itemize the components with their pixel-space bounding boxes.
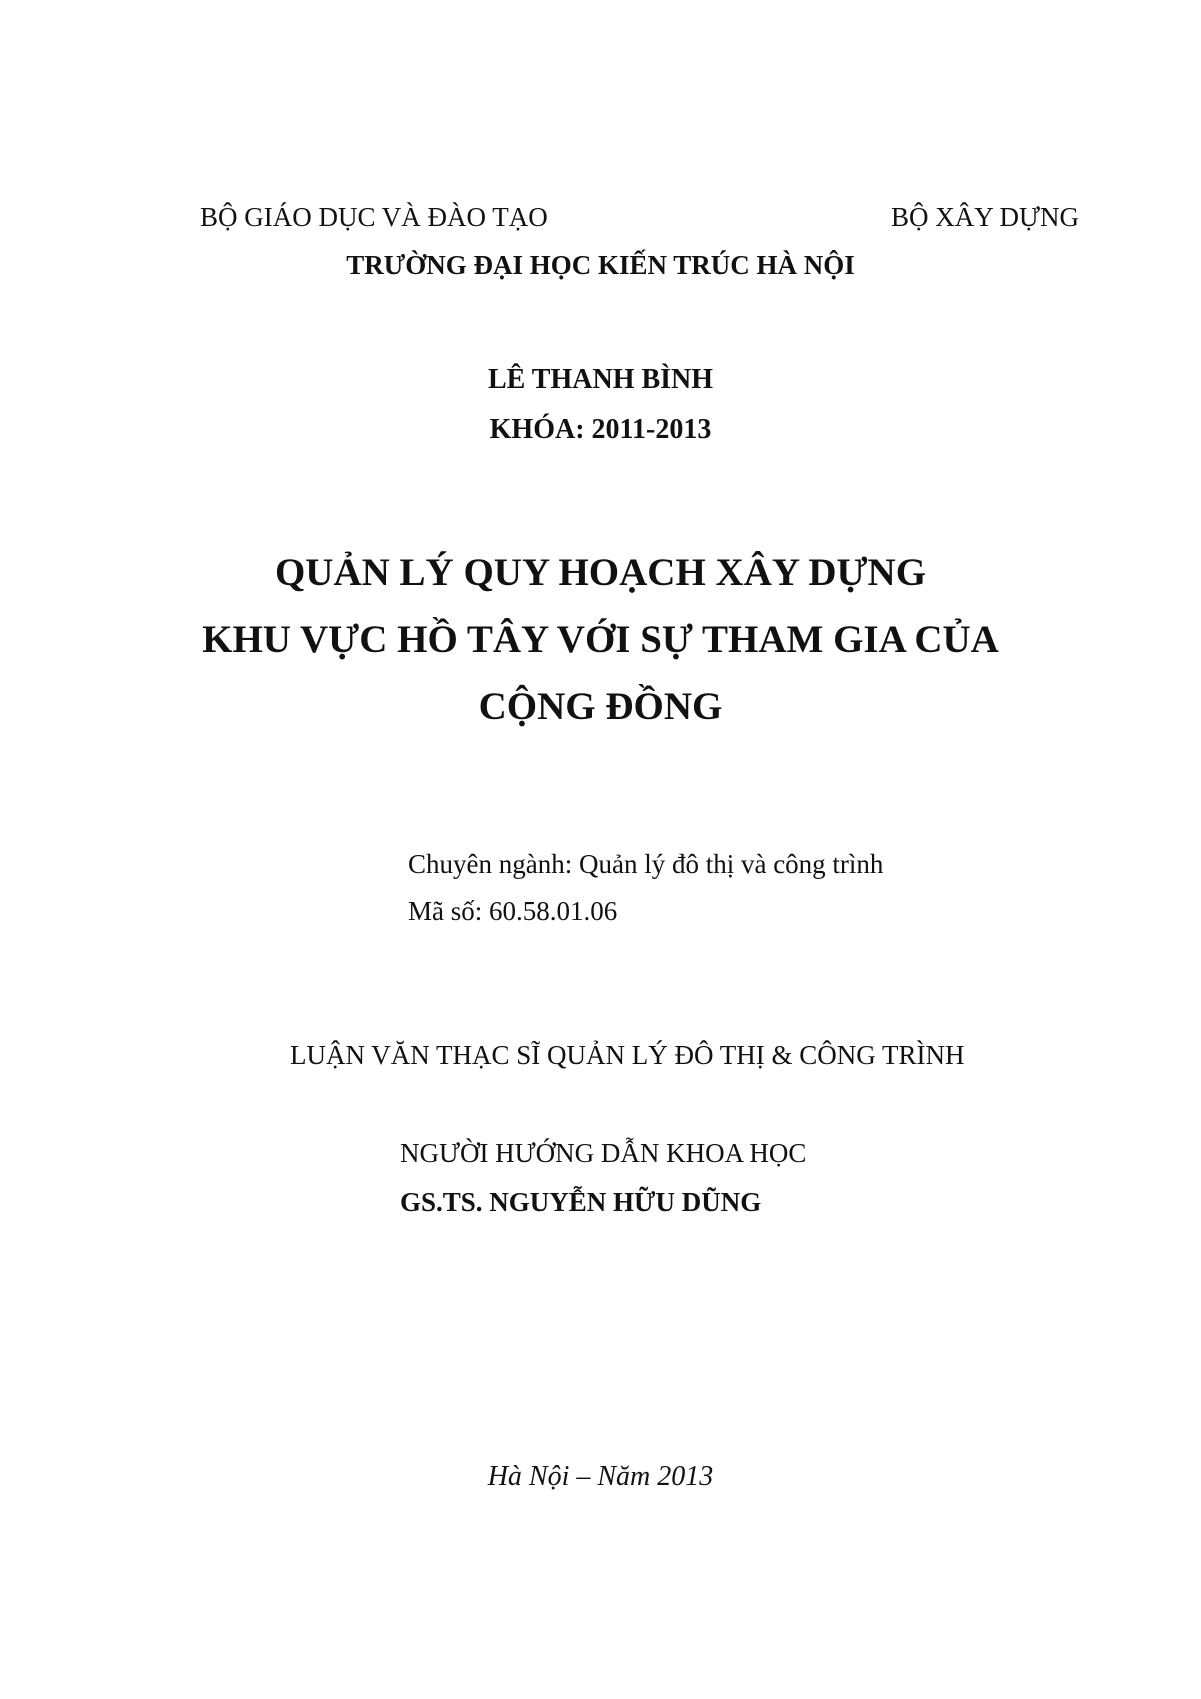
university-name: TRƯỜNG ĐẠI HỌC KIẾN TRÚC HÀ NỘI — [346, 250, 855, 280]
thesis-title-line-2: KHU VỰC HỒ TÂY VỚI SỰ THAM GIA CỦA — [202, 618, 999, 661]
specialty-code: Mã số: 60.58.01.06 — [408, 896, 618, 926]
thesis-title-line-1: QUẢN LÝ QUY HOẠCH XÂY DỰNG — [274, 551, 927, 594]
thesis-title-line-3: CỘNG ĐỒNG — [478, 685, 723, 728]
advisor-name: GS.TS. NGUYỄN HỮU DŨNG — [400, 1187, 762, 1217]
place-and-year: Hà Nội – Năm 2013 — [487, 1461, 714, 1492]
thesis-type: LUẬN VĂN THẠC SĨ QUẢN LÝ ĐÔ THỊ & CÔNG TRÌNH — [290, 1040, 965, 1070]
specialty: Chuyên ngành: Quản lý đô thị và công trình — [408, 849, 884, 879]
ministry-of-construction: BỘ XÂY DỰNG — [891, 202, 1079, 232]
ministry-of-education: BỘ GIÁO DỤC VÀ ĐÀO TẠO — [200, 202, 548, 232]
author-name: LÊ THANH BÌNH — [487, 364, 714, 395]
advisor-label: NGƯỜI HƯỚNG DẪN KHOA HỌC — [400, 1138, 807, 1168]
course-years: KHÓA: 2011-2013 — [489, 414, 712, 445]
